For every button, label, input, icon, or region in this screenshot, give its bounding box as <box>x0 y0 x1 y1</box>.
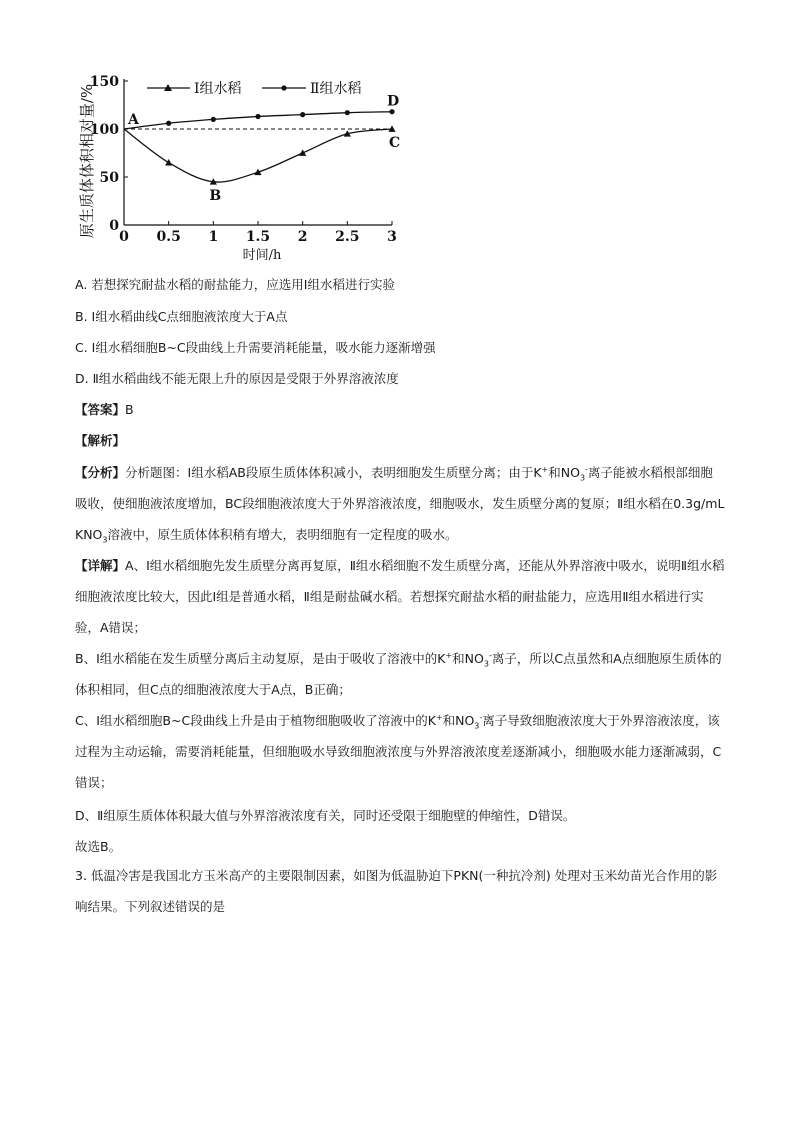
answer-line <box>75 402 725 418</box>
para-c-sup-1: + <box>435 712 443 722</box>
para-c-text-1: C、Ⅰ组水稻细胞B~C段曲线上升是由于植物细胞吸收了溶液中的K <box>75 713 436 728</box>
xiangjie-text: A、Ⅰ组水稻细胞先发生质壁分离再复原，Ⅱ组水稻细胞不发生质壁分离，还能从外界溶液中吸水，说明Ⅱ组水稻细胞液浓度比较大，因此Ⅰ组是普通水稻，Ⅱ组是耐盐碱水稻。若想探究耐盐水稻的耐盐能力，应选用Ⅱ组水稻进行实验，A错误； <box>75 558 725 635</box>
series-2-point <box>300 112 305 117</box>
para-b-text-1: B、Ⅰ组水稻能在发生质壁分离后主动复原，是由于吸收了溶液中的K <box>75 651 446 666</box>
para-c-sup-2: - <box>479 712 483 722</box>
para-b-text-3: 离子，所以C点虽然和A点细胞原生质体的体积相同，但C点的细胞液浓度大于A点，B正确； <box>75 651 722 697</box>
x-tick-label: 0 <box>119 229 129 245</box>
fenxi-sub-2: 3 <box>102 535 108 545</box>
analysis-heading <box>75 433 725 449</box>
answer-value: B <box>125 402 134 417</box>
fenxi-text-2: 和NO <box>548 465 580 480</box>
point-label-b: B <box>209 187 222 204</box>
xiangjie-paragraph <box>75 550 725 643</box>
para-c-text-2: 和NO <box>442 713 475 728</box>
analysis-tag: 【解析】 <box>75 433 126 448</box>
x-tick-label: 1 <box>208 229 219 245</box>
fenxi-sub-1: 3 <box>579 473 586 483</box>
para-b-sup-1: + <box>445 650 453 660</box>
x-axis-label: 时间/h <box>242 248 282 263</box>
para-b-sup-2: - <box>488 650 492 660</box>
option-b: B. Ⅰ组水稻曲线C点细胞液浓度大于A点 <box>75 309 288 324</box>
y-tick-label: 50 <box>99 170 119 186</box>
para-b-text-2: 和NO <box>452 651 484 666</box>
chart-svg <box>72 60 422 270</box>
y-tick-label: 150 <box>89 74 119 90</box>
para-b <box>75 643 725 705</box>
legend-label-2: Ⅱ组水稻 <box>310 81 362 97</box>
fenxi-text-4: 溶液中，原生质体体积稍有增大，表明细胞有一定程度的吸水。 <box>107 527 458 542</box>
series-1-point <box>299 149 306 155</box>
fenxi-sup-2: - <box>585 464 588 474</box>
y-tick-label: 0 <box>109 218 119 234</box>
para-c-sub-1: 3 <box>474 721 480 731</box>
fenxi-tag: 【分析】 <box>75 465 126 480</box>
point-label-d: D <box>387 93 400 110</box>
option-d: D. Ⅱ组水稻曲线不能无限上升的原因是受限于外界溶液浓度 <box>75 371 399 386</box>
y-axis-label: 原生质体体积相对量/% <box>78 83 96 239</box>
fenxi-sup-1: + <box>541 464 549 474</box>
series-2-point <box>166 121 171 126</box>
x-tick-label: 0.5 <box>156 229 181 245</box>
fenxi-paragraph <box>75 457 725 550</box>
series-2-point <box>211 117 216 122</box>
y-tick-label: 100 <box>89 122 119 138</box>
answer-tag: 【答案】 <box>75 402 126 417</box>
option-a: A. 若想探究耐盐水稻的耐盐能力，应选用Ⅰ组水稻进行实验 <box>75 277 395 292</box>
para-b-sub-1: 3 <box>483 659 489 669</box>
xiangjie-tag: 【详解】 <box>75 558 126 573</box>
point-label-c: C <box>389 135 401 151</box>
fenxi-text-3: 离子能被水稻根部细胞吸收，使细胞液浓度增加，BC段细胞液浓度大于外界溶液浓度，细胞吸水，发生质壁分离的复原；Ⅱ组水稻在0.3g/mL KNO <box>75 465 725 542</box>
series-2-point <box>345 110 350 115</box>
question-3: 3. 低温冷害是我国北方玉米高产的主要限制因素，如图为低温胁迫下PKN(一种抗冷剂) 处理对玉米幼苗光合作用的影响结果。下列叙述错误的是 <box>75 868 718 914</box>
x-tick-label: 2.5 <box>335 229 360 245</box>
fenxi-text-1: 分析题图：Ⅰ组水稻AB段原生质体体积减小，表明细胞发生质壁分离；由于K <box>125 465 542 480</box>
para-c-text-3: 离子导致细胞液浓度大于外界溶液浓度，该过程为主动运输，需要消耗能量，但细胞吸水导致细胞液浓度与外界溶液浓度差逐渐减小，细胞吸水能力逐渐减弱，C错误； <box>75 713 722 790</box>
x-tick-label: 3 <box>387 229 397 245</box>
para-d: D、Ⅱ组原生质体体积最大值与外界溶液浓度有关，同时还受限于细胞壁的伸缩性，D错误。 <box>75 808 576 823</box>
legend-label-1: Ⅰ组水稻 <box>194 81 242 97</box>
para-c <box>75 705 725 798</box>
x-tick-label: 1.5 <box>245 229 271 245</box>
legend-marker-2 <box>281 85 286 90</box>
volume-chart <box>72 60 422 270</box>
point-label-a: A <box>128 112 139 128</box>
series-2-point <box>255 114 260 119</box>
x-tick-label: 2 <box>297 229 308 245</box>
option-c: C. Ⅰ组水稻细胞B~C段曲线上升需要消耗能量，吸水能力逐渐增强 <box>75 340 436 355</box>
series-1-point <box>165 159 172 165</box>
choose-line: 故选B。 <box>75 839 122 854</box>
series-2-point <box>389 109 394 114</box>
